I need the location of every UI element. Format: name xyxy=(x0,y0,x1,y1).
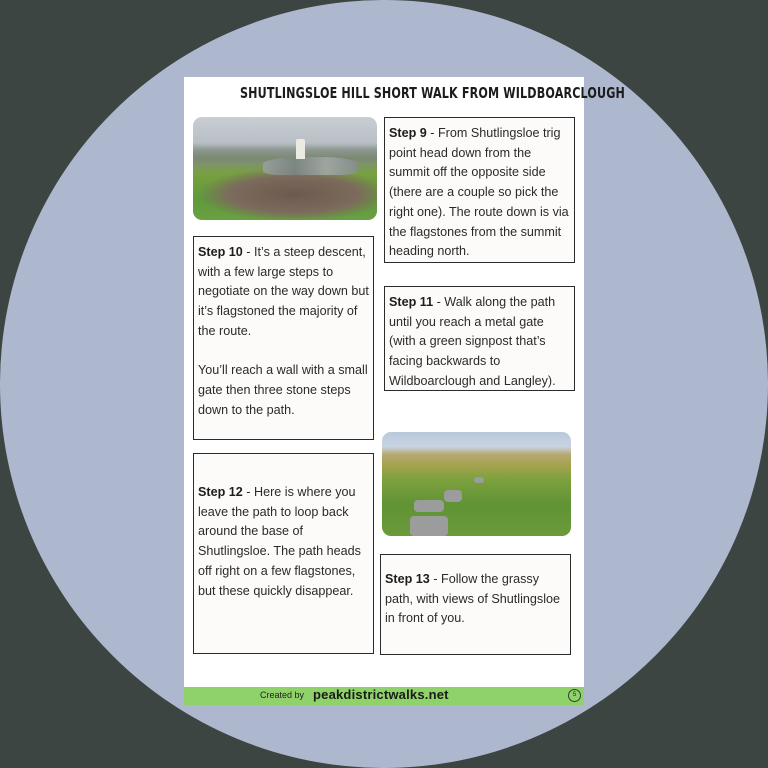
flagstone xyxy=(444,490,462,502)
step-10-text-2: You’ll reach a wall with a small gate then three stone steps down to the path. xyxy=(198,363,368,417)
step-12-box xyxy=(193,453,374,654)
page-number-badge: 5 xyxy=(568,689,581,702)
step-13-text: Step 13 - Follow the grassy path, with views of Shutlingsloe in front of you. xyxy=(385,572,561,626)
step-13-box xyxy=(380,554,571,655)
step-11-text: Step 11 - Walk along the path until you reach a metal gate (with a green signpost that’s facing backwards to Wildboarclough and Langley). xyxy=(389,295,556,388)
trig-point-photo xyxy=(193,117,377,220)
document-page xyxy=(184,77,626,705)
flagstone xyxy=(474,477,484,483)
step-9-box xyxy=(384,117,575,263)
created-by-label: Created by xyxy=(260,690,305,700)
trig-point-pillar xyxy=(296,139,305,159)
footer-bar xyxy=(184,687,584,705)
step-12-text: Step 12 - Here is where you leave the path to loop back around the base of Shutlingsloe. The path heads off right on a few flagstones, but these quickly disappear. xyxy=(198,485,361,598)
page-title: SHUTLINGSLOE HILL SHORT WALK FROM WILDBOARCLOUGH xyxy=(240,84,626,102)
flagstones xyxy=(263,157,358,175)
step-9-text: Step 9 - From Shutlingsloe trig point head down from the summit off the opposite side (there are a couple so pick the right one). The route down is via the flagstones from the summit heading north. xyxy=(389,126,569,259)
step-10-text: Step 10 - It’s a steep descent, with a few large steps to negotiate on the way down but it’s flagstoned the majority of the route. xyxy=(198,245,369,338)
step-10-box xyxy=(193,236,374,440)
flagstone xyxy=(410,516,448,536)
flagstone xyxy=(414,500,444,512)
site-link[interactable]: peakdistrictwalks.net xyxy=(313,687,449,702)
grassy-path-photo xyxy=(382,432,571,536)
step-11-box xyxy=(384,286,575,391)
